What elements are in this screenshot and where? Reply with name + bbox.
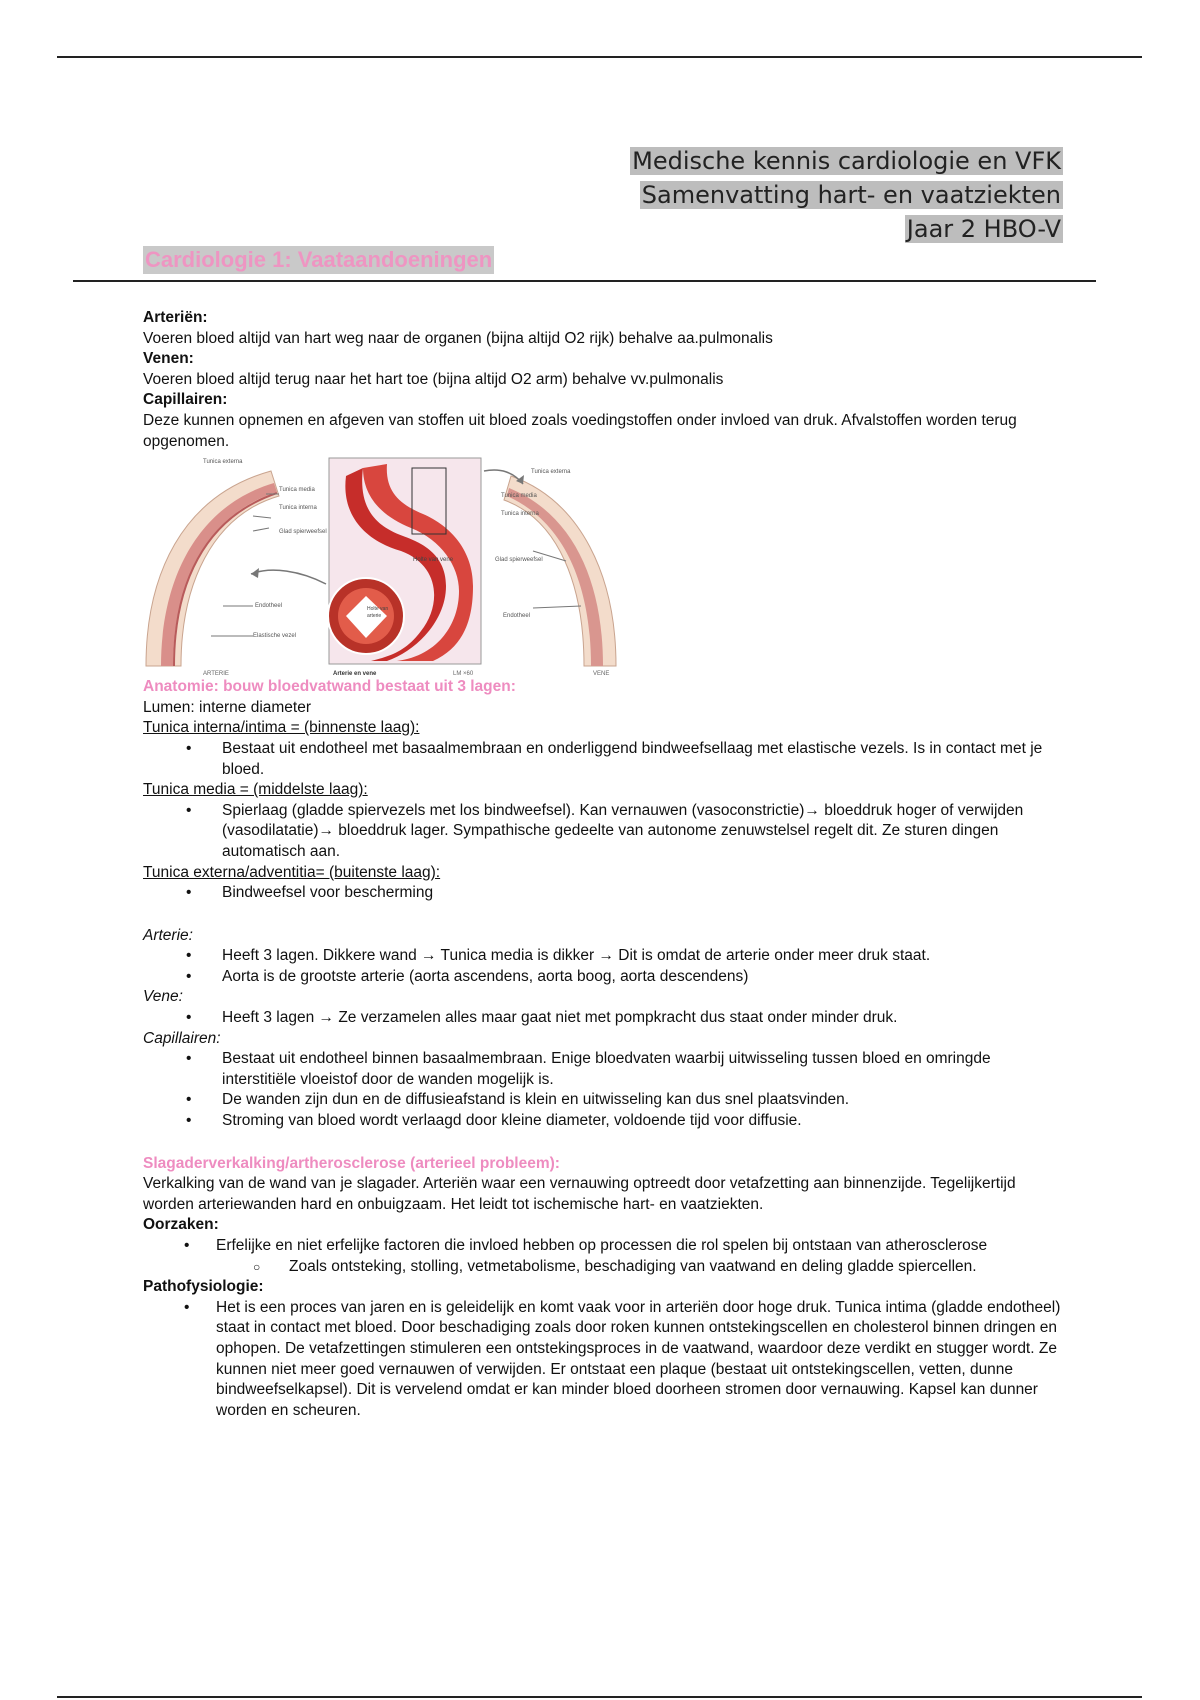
top-rule — [57, 56, 1142, 58]
list-item: • De wanden zijn dun en de diffusieafstand is klein en uitwisseling kan dus snel plaatsvinden. — [143, 1090, 1063, 1111]
tunica-interna-label: Tunica interna/intima = (binnenste laag): — [143, 719, 420, 737]
fig-label-l2: Tunica media — [279, 487, 315, 494]
venen-label: Venen: — [143, 350, 194, 368]
pathofysiologie-list — [143, 1298, 1063, 1422]
chapter-title: Cardiologie 1: Vaataandoeningen — [145, 247, 493, 272]
header-line-1: Medische kennis cardiologie en VFK — [632, 147, 1061, 175]
list-item: • Stroming van bloed wordt verlaagd door kleine diameter, voldoende tijd voor diffusie. — [143, 1111, 1063, 1132]
capillairen-type-label: Capillairen: — [143, 1029, 221, 1047]
list-item: • Bindweefsel voor bescherming — [143, 883, 1063, 904]
tunica-interna-list — [143, 739, 1063, 780]
list-item: • Bestaat uit endotheel met basaalmembraan en onderliggend bindweefsellaag met elastische vezels. Is in contact met je bloed. — [143, 739, 1063, 780]
fig-label-l5: Endotheel — [255, 603, 283, 610]
venen-text: Voeren bloed altijd terug naar het hart toe (bijna altijd O2 arm) behalve vv.pulmonalis — [143, 370, 724, 388]
fig-caption-vene: VENE — [593, 671, 610, 678]
fig-caption-center: Arterie en vene — [333, 671, 377, 678]
fig-label-vein-lumen: Holte van vene — [413, 557, 454, 564]
fig-label-r4: Glad spierweefsel — [495, 557, 543, 564]
pathofysiologie-label: Pathofysiologie: — [143, 1278, 264, 1296]
header-line-2: Samenvatting hart- en vaatziekten — [641, 181, 1061, 209]
list-item: • Heeft 3 lagen → Ze verzamelen alles maar gaat niet met pompkracht dus staat onder minder druk. — [143, 1008, 1063, 1029]
list-item: • Spierlaag (gladde spiervezels met los bindweefsel). Kan vernauwen (vasoconstrictie)→ bloeddruk hoger of verwijden (vasodilatatie)→ bloeddruk lager. Sympathische gedeelte van autonome zenuwstelsel regelt dit. Ze sturen dingen automatisch aan. — [143, 801, 1063, 863]
fig-label-r5: Endotheel — [503, 613, 531, 620]
header-line-3: Jaar 2 HBO-V — [906, 215, 1061, 243]
arterien-text: Voeren bloed altijd van hart weg naar de organen (bijna altijd O2 rijk) behalve aa.pulmonalis — [143, 329, 773, 347]
oorzaken-sublist — [143, 1257, 1063, 1278]
list-item: • Heeft 3 lagen. Dikkere wand → Tunica media is dikker → Dit is omdat de arterie onder meer druk staat. — [143, 946, 1063, 967]
fig-label-l1: Tunica externa — [203, 459, 243, 466]
capillairen-label: Capillairen: — [143, 391, 228, 409]
athero-heading: Slagaderverkalking/artherosclerose (arterieel probleem): — [143, 1154, 560, 1172]
list-item: • Het is een proces van jaren en is geleidelijk en komt vaak voor in arteriën door hoge druk. Tunica intima (gladde endotheel) staat in contact met bloed. Door beschadiging zoals door roken kunnen ontstekingscellen en cholesterol binnen dringen en ophopen. De vetafzettingen stimuleren een ontstekingsproces in de vaatwand, waardoor deze verdikt en stugger wordt. Ze kunnen niet meer goed vernauwen of verwijden. Er ontstaat een plaque (bestaat uit ontstekingscellen, vetten, dunne bindweefselkapsel). Dit is vervelend omdat er kan minder bloed doorheen stromen door vernauwing. Kapsel kan dunner worden en scheuren. — [143, 1298, 1063, 1422]
fig-label-l4: Glad spierweefsel — [279, 529, 327, 536]
tunica-externa-label: Tunica externa/adventitia= (buitenste laag): — [143, 863, 441, 881]
tunica-externa-list — [143, 883, 1063, 904]
chapter-rule — [73, 280, 1096, 282]
capillairen-text: Deze kunnen opnemen en afgeven van stoffen uit bloed zoals voedingstoffen onder invloed van druk. Afvalstoffen worden terug opgenomen. — [143, 411, 1017, 450]
list-item: • Aorta is de grootste arterie (aorta ascendens, aorta boog, aorta descendens) — [143, 967, 1063, 988]
athero-intro: Verkalking van de wand van je slagader. Arteriën waar een vernauwing optreedt door vetafzetting aan binnenzijde. Tegelijkertijd worden arteriewanden hard en onbuigzaam. Het leidt tot ischemische hart- en vaatziekten. — [143, 1175, 1016, 1213]
arterie-list — [143, 946, 1063, 987]
bottom-rule — [57, 1696, 1142, 1698]
fig-label-artery-lumen: Holte van arterie — [367, 606, 389, 620]
fig-caption-arterie: ARTERIE — [203, 671, 229, 678]
fig-label-l6: Elastische vezel — [253, 633, 297, 640]
lumen-text: Lumen: interne diameter — [143, 698, 312, 716]
vessel-wall-figure — [141, 456, 621, 678]
fig-label-r1: Tunica externa — [531, 469, 571, 476]
main-content — [143, 308, 1063, 1421]
document-header — [630, 144, 1063, 246]
fig-label-r3: Tunica interna — [501, 511, 539, 518]
arterien-label: Arteriën: — [143, 309, 208, 326]
list-item: • Erfelijke en niet erfelijke factoren die invloed hebben op processen die rol spelen bij ontstaan van atherosclerose — [143, 1236, 1063, 1257]
anatomie-heading: Anatomie: bouw bloedvatwand bestaat uit 3 lagen: — [143, 678, 516, 696]
fig-label-l3: Tunica interna — [279, 505, 317, 512]
list-item: • Bestaat uit endotheel binnen basaalmembraan. Enige bloedvaten waarbij uitwisseling tussen bloed en omringde interstitiële vloeistof door de wanden mogelijk is. — [143, 1049, 1063, 1090]
fig-caption-scale: LM ×60 — [453, 671, 474, 678]
vessel-wall-illustration — [141, 456, 621, 674]
tunica-media-list — [143, 801, 1063, 863]
oorzaken-label: Oorzaken: — [143, 1216, 219, 1234]
list-item: ○ Zoals ontsteking, stolling, vetmetabolisme, beschadiging van vaatwand en deling gladde spiercellen. — [143, 1257, 1063, 1278]
vene-label: Vene: — [143, 988, 183, 1006]
arterie-label: Arterie: — [143, 926, 193, 944]
vene-list — [143, 1008, 1063, 1029]
oorzaken-list — [143, 1236, 1063, 1257]
tunica-media-label: Tunica media = (middelste laag): — [143, 781, 368, 799]
capillairen-list — [143, 1049, 1063, 1131]
fig-label-r2: Tunica media — [501, 493, 537, 500]
